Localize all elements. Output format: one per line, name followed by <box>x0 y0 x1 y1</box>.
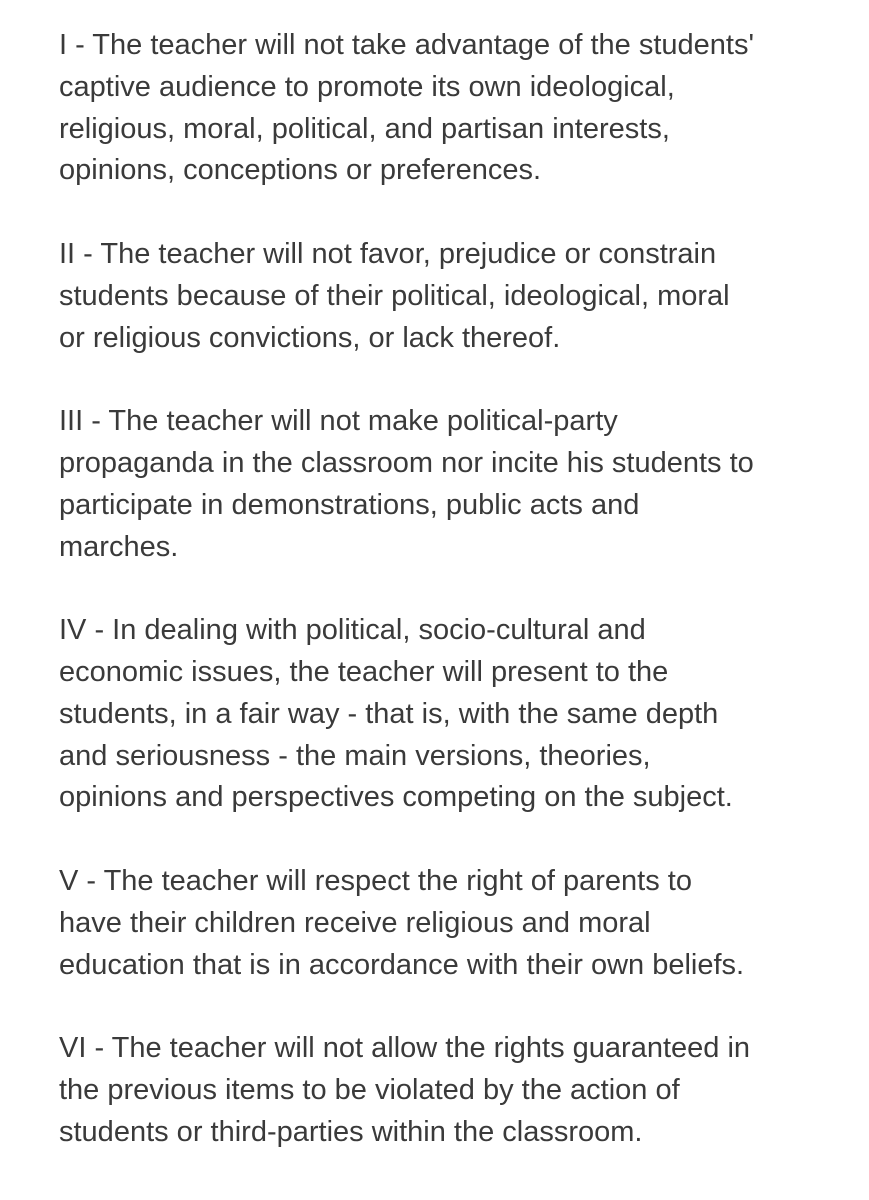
text-line: participate in demonstrations, public acts and <box>59 488 640 521</box>
text-line: propaganda in the classroom nor incite his students to <box>59 446 754 479</box>
text-line: IV - In dealing with political, socio-cultural and <box>59 614 646 647</box>
text-line: and seriousness - the main versions, theories, <box>59 739 651 772</box>
document-body <box>59 25 849 1154</box>
text-line: economic issues, the teacher will present to the <box>59 655 669 688</box>
paragraph-item-iii <box>59 401 849 568</box>
text-line: captive audience to promote its own ideological, <box>59 70 675 103</box>
text-line: education that is in accordance with their own beliefs. <box>59 948 745 981</box>
text-line: I - The teacher will not take advantage of the students' <box>59 29 754 61</box>
text-line: students, in a fair way - that is, with the same depth <box>59 697 719 730</box>
text-line: V - The teacher will respect the right of parents to <box>59 864 692 897</box>
paragraph-item-i <box>59 25 849 192</box>
paragraph-item-vi <box>59 1028 849 1153</box>
text-line: or religious convictions, or lack thereof. <box>59 321 561 354</box>
text-line: II - The teacher will not favor, prejudice or constrain <box>59 237 717 270</box>
text-line: III - The teacher will not make political-party <box>59 405 618 438</box>
paragraph-item-v <box>59 861 849 986</box>
text-line: religious, moral, political, and partisan interests, <box>59 112 670 145</box>
paragraph-item-iv <box>59 610 849 819</box>
text-line: students or third-parties within the classroom. <box>59 1115 643 1148</box>
paragraph-item-ii <box>59 234 849 359</box>
text-line: opinions and perspectives competing on the subject. <box>59 781 733 814</box>
text-line: have their children receive religious and moral <box>59 906 651 939</box>
text-line: VI - The teacher will not allow the rights guaranteed in <box>59 1032 751 1065</box>
text-line: students because of their political, ideological, moral <box>59 279 730 312</box>
text-line: the previous items to be violated by the action of <box>59 1073 680 1106</box>
text-line: opinions, conceptions or preferences. <box>59 154 542 187</box>
text-line: marches. <box>59 530 179 563</box>
